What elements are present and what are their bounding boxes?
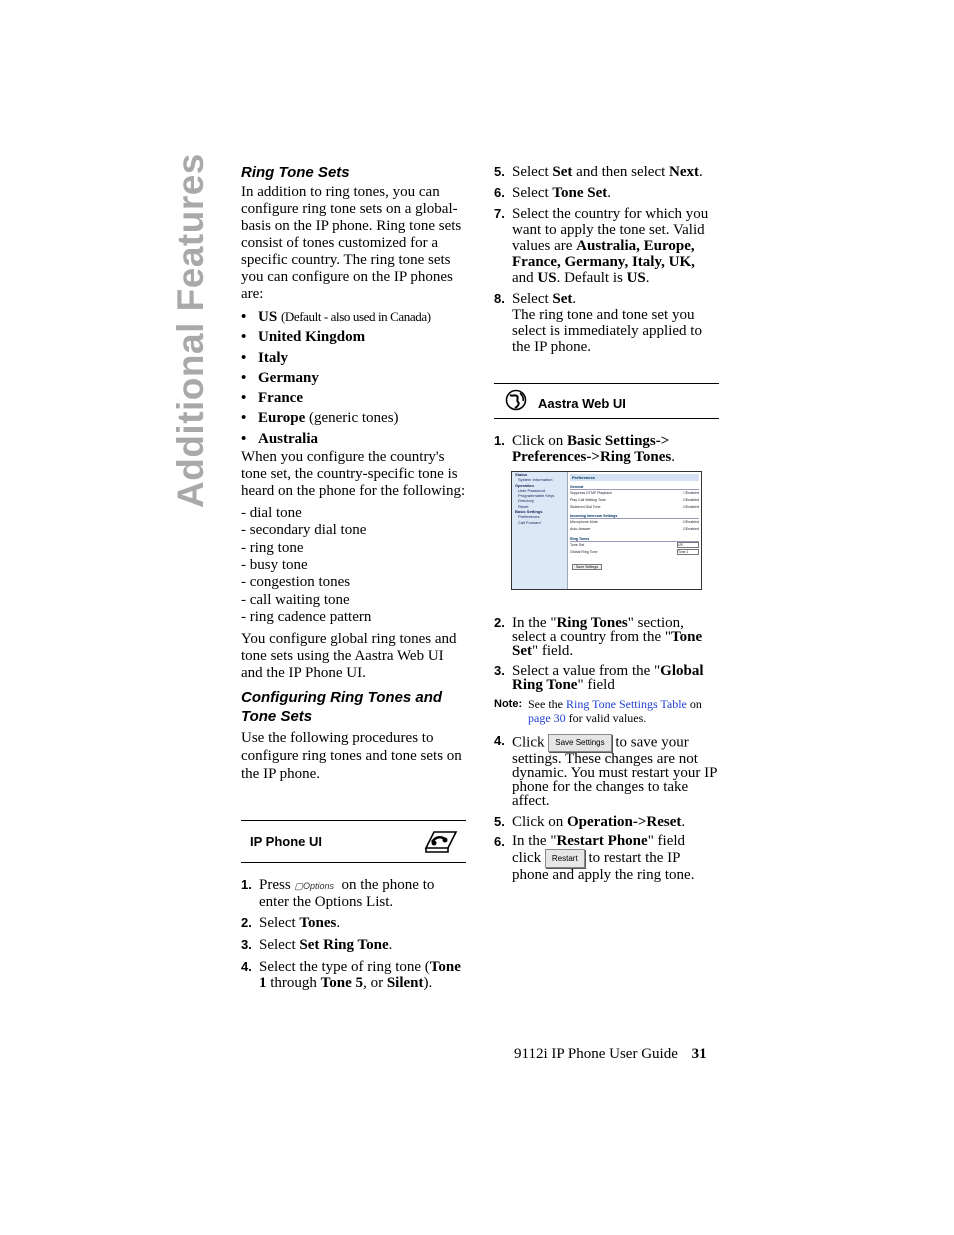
web-ui-label: Aastra Web UI: [538, 396, 626, 411]
step-7: 7. Select the country for which you want to apply the tone set. Valid values are Australia, Europe, France, Germany, Italy, UK, and US. Default is US.: [494, 206, 709, 286]
list-item: - congestion tones: [241, 574, 351, 591]
when-paragraph: When you configure the country's tone set, the country-specific tone is heard on the phone for the following:: [241, 449, 466, 500]
web-step-5: 5. Click on Operation->Reset.: [494, 814, 686, 830]
list-item: - ring cadence pattern: [241, 608, 372, 625]
step-1: 1. Press ▢Options on the phone to enter the Options List.: [241, 877, 435, 910]
use-paragraph: Use the following procedures to configure ring tones and tone sets on the IP phone.: [241, 730, 462, 783]
list-item: • United Kingdom: [241, 327, 467, 347]
list-item: - ring tone: [241, 539, 304, 556]
list-item: - dial tone: [241, 505, 302, 522]
intro-paragraph: In addition to ring tones, you can configure ring tone sets on a global-basis on the IP phone. Ring tone sets consist of tones customized for a specific country. The ring tone sets you can configure on the IP phones are:: [241, 184, 462, 302]
side-section-title: Additional Features: [170, 153, 211, 508]
country-list: [241, 307, 467, 449]
list-item: - call waiting tone: [241, 591, 350, 608]
list-item: • Europe (generic tones): [241, 408, 467, 428]
tone-list: [241, 505, 467, 626]
web-ui-bar: [494, 383, 719, 419]
web-step-2: 2. In the "Ring Tones" section, select a country from the "Tone Set" field.: [494, 615, 703, 659]
restart-button[interactable]: Restart: [545, 849, 585, 868]
list-item: • Germany: [241, 368, 467, 388]
web-ui-screenshot: [511, 471, 702, 590]
ip-phone-ui-label: IP Phone UI: [250, 834, 322, 849]
step-2: 2. Select Tones.: [241, 915, 341, 931]
list-item: • France: [241, 388, 467, 408]
save-settings-button[interactable]: Save Settings: [548, 734, 611, 752]
list-item: - busy tone: [241, 556, 308, 573]
page-30-link[interactable]: page 30: [528, 711, 566, 725]
note: Note: See the Ring Tone Settings Table on page 30 for valid values.: [494, 697, 702, 725]
step-6: 6. Select Tone Set.: [494, 185, 612, 201]
ring-tone-settings-link[interactable]: Ring Tone Settings Table: [566, 697, 687, 711]
left-column: [241, 164, 467, 783]
list-item: • US (Default - also used in Canada): [241, 307, 467, 327]
ip-phone-ui-bar: [241, 820, 466, 863]
web-step-6: 6. In the "Restart Phone" field click Restart to restart the IP phone and apply the ring tone.: [494, 833, 695, 883]
step-8: 8. Select Set. The ring tone and tone set you select is immediately applied to the IP phone.: [494, 291, 702, 355]
step-4: 4. Select the type of ring tone (Tone 1 through Tone 5, or Silent).: [241, 959, 461, 991]
global-paragraph: You configure global ring tones and tone sets using the Aastra Web UI and the IP Phone UI.: [241, 631, 457, 682]
globe-icon: [505, 389, 527, 416]
list-item: - secondary dial tone: [241, 522, 367, 539]
heading-configuring: Configuring Ring Tones and Tone Sets: [241, 689, 443, 726]
screenshot-main: Preferences General Suppress DTMF Playback ☐Enabled Play Call Waiting Tone ☑Enabled Stuttered Dial Tone ☑Enabled Incoming Intercom Settings Microphone Mute ☑Enabled Auto-Answer ☑Enabled Ring Tones Tone Set US Global Ring Tone Tone 1 Save Settings: [570, 475, 699, 569]
screenshot-nav: Status System Information Operation User Password Programmable Keys Directory Reset Basic Settings Preferences Call Forward: [512, 472, 568, 589]
web-step-4: 4. Click Save Settings to save your settings. These changes are not dynamic. You must restart your IP phone for the changes to take affect.: [494, 733, 717, 809]
step-5: 5. Select Set and then select Next.: [494, 164, 703, 180]
web-step-1: 1. Click on Basic Settings-> Preferences->Ring Tones.: [494, 433, 675, 465]
web-steps-a: [494, 433, 720, 465]
list-item: • Australia: [241, 429, 467, 449]
list-item: • Italy: [241, 348, 467, 368]
page-number: 31: [691, 1046, 707, 1062]
web-step-3: 3. Select a value from the "Global Ring Tone" field: [494, 663, 704, 693]
phone-icon: [422, 826, 460, 861]
options-key-icon: ▢Options: [294, 881, 334, 891]
step-3: 3. Select Set Ring Tone.: [241, 937, 393, 953]
guide-title: 9112i IP Phone User Guide: [514, 1046, 678, 1062]
ip-phone-steps: [241, 877, 466, 991]
right-column: [494, 164, 720, 355]
web-steps-b: [494, 616, 720, 883]
heading-ring-tone-sets: Ring Tone Sets: [241, 164, 350, 181]
page-footer: [514, 1046, 716, 1063]
